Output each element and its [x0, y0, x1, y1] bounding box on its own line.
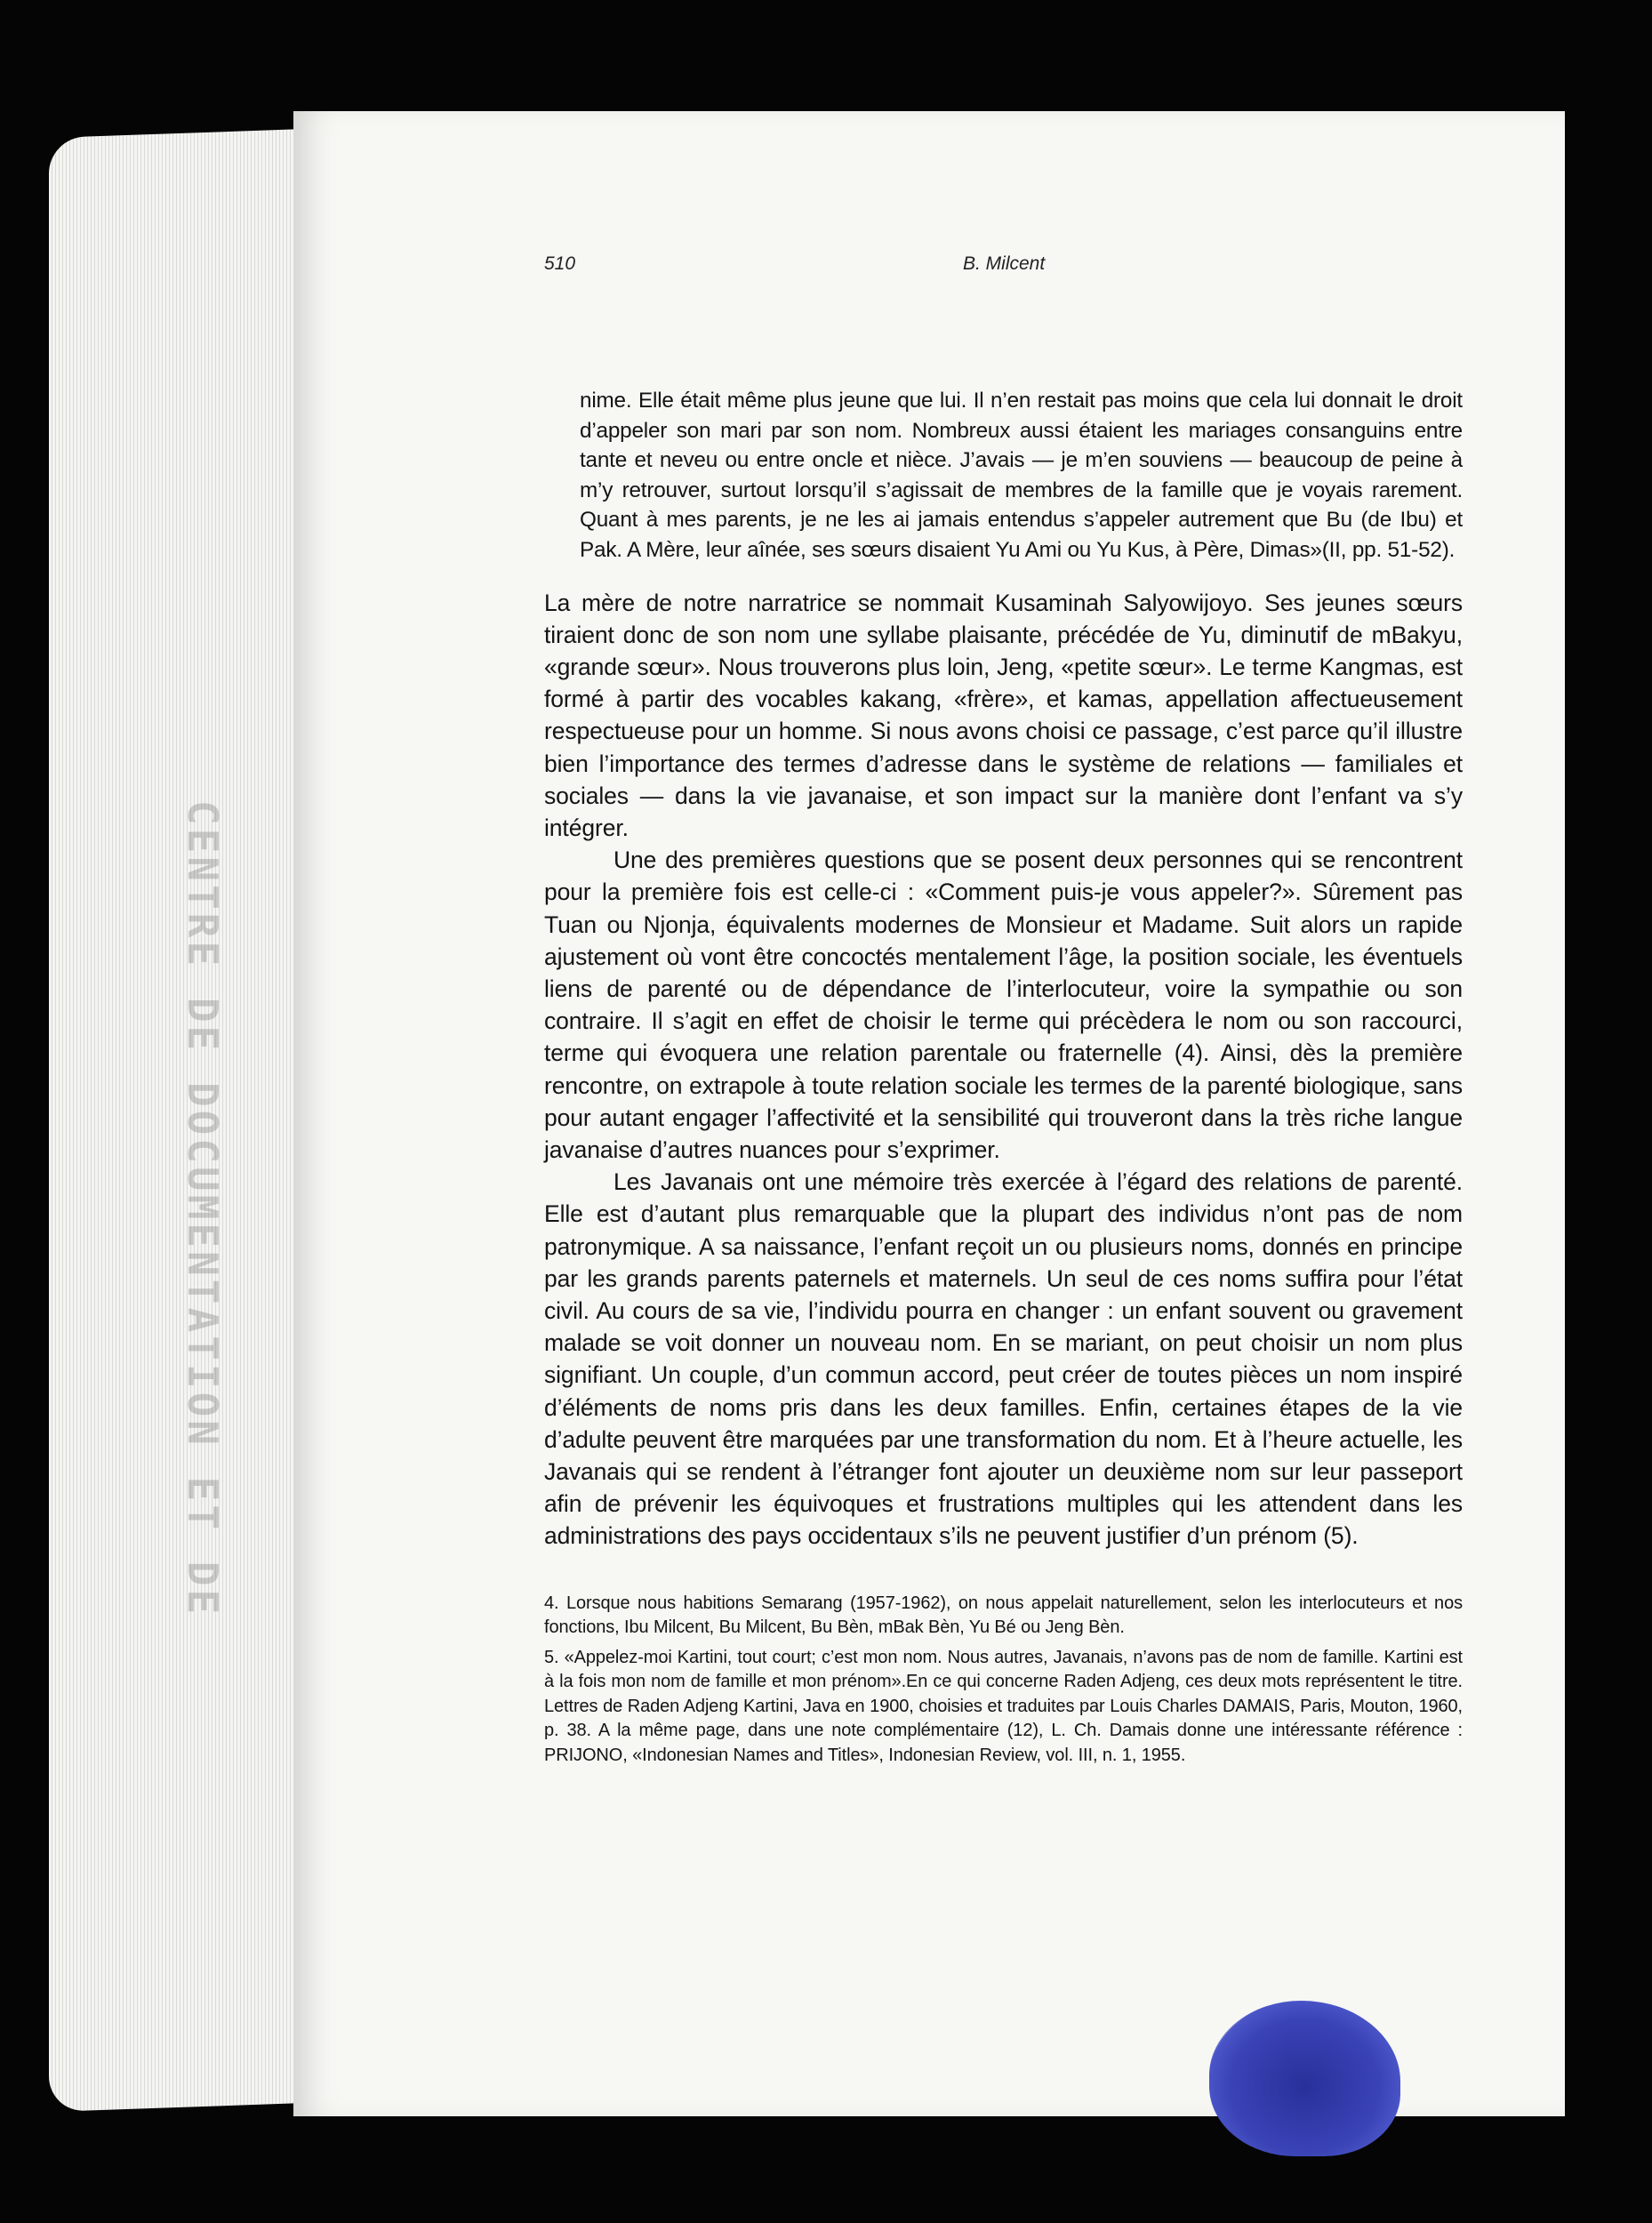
block-quote: nime. Elle était même plus jeune que lui. Il n’en restait pas moins que cela lui donnait le droit d’appeler son mari par son nom. Nombreux aussi étaient les mariages consanguins entre tante et neveu ou entre oncle et nièce. J’avais — je m’en souviens — beaucoup de peine à m’y retrouver, surtout lorsqu’il s’agissait de membres de la famille que je voyais rarement. Quant à mes parents, je ne les ai jamais entendus s’appeler autrement que Bu (de Ibu) et Pak. A Mère, leur aînée, ses sœurs disaient Yu Ami ou Yu Kus, à Père, Dimas»(II, pp. 51-52). [580, 389, 1463, 562]
page-body [544, 365, 1463, 1773]
page-number: 510 [544, 253, 576, 274]
footnote-5: 5. «Appelez-moi Kartini, tout court; c’est mon nom. Nous autres, Javanais, n’avons pas de nom de famille. Kartini est à la fois mon nom de famille et mon prénom».En ce qui concerne Raden Adjeng, ces deux mots représentent le titre. Lettres de Raden Adjeng Kartini, Java en 1900, choisies et traduites par Louis Charles DAMAIS, Paris, Mouton, 1960, p. 38. A la même page, dans une note complémentaire (12), L. Ch. Damais donne une intéressante référence : PRIJONO, «Indonesian Names and Titles», Indonesian Review, vol. III, n. 1, 1955. [544, 1647, 1463, 1765]
running-head: B. Milcent [963, 253, 1046, 274]
footnotes [544, 1592, 1463, 1769]
footnote-4: 4. Lorsque nous habitions Semarang (1957-1962), on nous appelait naturellement, selon les interlocuteurs et nos fonctions, Ibu Milcent, Bu Milcent, Bu Bèn, mBak Bèn, Yu Bé ou Jeng Bèn. [544, 1593, 1463, 1638]
paragraph-2: Une des premières questions que se posent deux personnes qui se rencontrent pour la première fois est celle-ci : «Comment puis-je vous appeler?». Sûrement pas Tuan ou Njonja, équivalents modernes de Monsieur et Madame. Suit alors un rapide ajustement où vont être concoctés mentalement l’âge, la position sociale, les éventuels liens de parenté ou de dépendance de l’interlocuteur, voire la sympathie ou son contraire. Il s’agit en effet de choisir le terme qui précèdera le nom ou son raccourci, terme qui évoquera une relation parentale ou fraternelle (4). Ainsi, dès la première rencontre, on extrapole à toute relation sociale les termes de la parenté biologique, sans pour autant engager l’affectivité et la sensibilité qui trouveront dans la très riche langue javanaise d’autres nuances pour s’exprimer. [544, 847, 1463, 1164]
paragraph-3: Les Javanais ont une mémoire très exercée à l’égard des relations de parenté. Elle est d’autant plus remarquable que la plupart des individus n’ont pas de nom patronymique. A sa naissance, l’enfant reçoit un ou plusieurs noms, donnés en principe par les grands parents paternels et maternels. Un seul de ces noms suffira pour l’état civil. Au cours de sa vie, l’individu pourra en changer : un enfant souvent ou gravement malade se voit donner un nouveau nom. En se mariant, on peut choisir un nom plus signifiant. Un couple, d’un commun accord, peut créer de toutes pièces un nom inspiré d’éléments de noms pris dans les deux familles. Enfin, certaines étapes de la vie d’adulte peuvent être marquées par une transformation du nom. Et à l’heure actuelle, les Javanais qui se rendent à l’étranger font ajouter un deuxième nom sur leur passeport afin de prévenir les équivoques et frustrations multiples qui les attendent dans les administrations des pays occidentaux s’ils ne peuvent justifier d’un prénom (5). [544, 1168, 1463, 1550]
book-page-edges [49, 129, 307, 2112]
library-stamp: CENTRE DE DOCUMENTATION ET DE [179, 800, 227, 1618]
ink-stain [1209, 2001, 1400, 2156]
page-header [293, 253, 1565, 289]
paragraph-1: La mère de notre narratrice se nommait Kusaminah Salyowijoyo. Ses jeunes sœurs tiraient donc de son nom une syllabe plaisante, précédée de Yu, diminutif de mBakyu, «grande sœur». Nous trouverons plus loin, Jeng, «petite sœur». Le terme Kangmas, est formé à partir des vocables kakang, «frère», et kamas, appellation affectueusement respectueuse pour un homme. Si nous avons choisi ce passage, c’est parce qu’il illustre bien l’importance des termes d’adresse dans le système de relations — familiales et sociales — dans la vie javanaise, et son impact sur la manière dont l’enfant va s’y intégrer. [544, 589, 1463, 842]
book-page [293, 111, 1565, 2116]
